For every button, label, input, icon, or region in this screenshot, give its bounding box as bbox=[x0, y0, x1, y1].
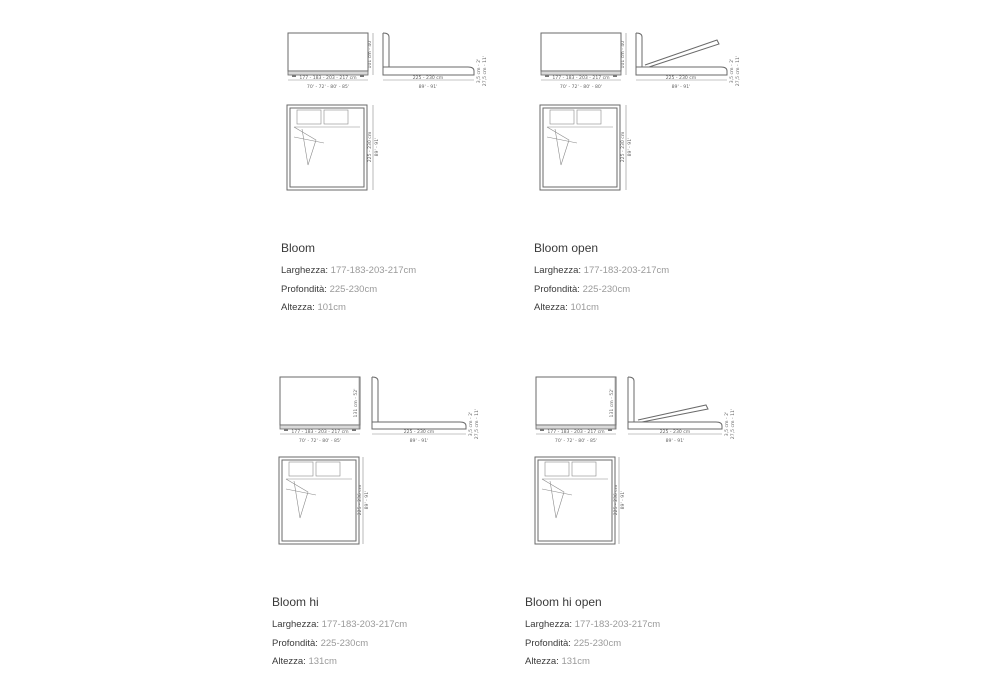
side-depth-cm: 225 - 230 cm bbox=[412, 76, 444, 81]
spec-value: 101cm bbox=[570, 302, 599, 313]
spec-depth bbox=[534, 281, 669, 300]
spec-height bbox=[281, 299, 416, 318]
spec-label: Larghezza: bbox=[272, 619, 320, 630]
frame-label: 27,5 cm - 11' bbox=[736, 55, 741, 87]
side-depth-in: 89' - 91' bbox=[671, 85, 691, 90]
product-name: Bloom open bbox=[534, 241, 599, 255]
frame-label: 27,5 cm - 11' bbox=[483, 55, 488, 87]
product-name: Bloom hi open bbox=[525, 595, 602, 609]
spec-label: Profondità: bbox=[272, 637, 318, 649]
front-view bbox=[280, 377, 360, 444]
spec-value: 177-183-203-217cm bbox=[574, 619, 661, 630]
bloom-hi-drawing bbox=[262, 372, 492, 550]
spec-value: 225-230cm bbox=[582, 283, 631, 295]
spec-height bbox=[525, 653, 660, 672]
spec-value: 177-183-203-217cm bbox=[330, 265, 417, 276]
front-width-in: 70' - 72' - 80' - 85' bbox=[298, 439, 342, 444]
front-view bbox=[288, 33, 373, 90]
front-width-cm: 177 - 183 - 203 - 217 cm bbox=[299, 76, 357, 81]
bloom-hi-open-drawing bbox=[518, 372, 748, 550]
spec-value: 225-230cm bbox=[329, 283, 378, 295]
product-name: Bloom bbox=[281, 241, 316, 255]
spec-label: Profondità: bbox=[281, 283, 327, 295]
spec-value: 131cm bbox=[561, 656, 590, 667]
leg-label: 3,5 cm - 2' bbox=[730, 58, 735, 84]
spec-width bbox=[272, 616, 407, 635]
side-depth-in: 89' - 91' bbox=[418, 85, 438, 90]
plan-depth-label: 225 - 236 cm bbox=[614, 484, 619, 516]
spec-value: 177-183-203-217cm bbox=[321, 619, 408, 630]
side-depth-in: 89' - 91' bbox=[665, 439, 685, 444]
spec-width bbox=[281, 262, 416, 281]
product-info-bloom-hi-open bbox=[525, 595, 660, 672]
side-view-open bbox=[636, 33, 741, 90]
plan-view bbox=[279, 457, 370, 544]
side-depth-cm: 225 - 230 cm bbox=[659, 430, 691, 435]
height-label: 131 cm - 52' bbox=[610, 388, 615, 418]
front-width-in: 70' - 72' - 80' - 85' bbox=[554, 439, 598, 444]
height-label: 101 cm - 40' bbox=[621, 39, 626, 69]
plan-depth-in: 89' - 91' bbox=[365, 490, 370, 510]
plan-depth-label: 225 - 230 cm bbox=[621, 131, 626, 163]
spec-value: 131cm bbox=[308, 656, 337, 667]
front-width-cm: 177 - 183 - 203 - 217 cm bbox=[552, 76, 610, 81]
side-view-open bbox=[628, 377, 736, 444]
product-info-bloom-open bbox=[534, 241, 669, 318]
bloom-open-drawing bbox=[523, 25, 753, 200]
side-view bbox=[372, 377, 480, 444]
spec-label: Altezza: bbox=[534, 302, 568, 313]
spec-width bbox=[525, 616, 660, 635]
frame-label: 27,5 cm - 11' bbox=[475, 408, 480, 440]
product-info-bloom bbox=[281, 241, 416, 318]
front-width-cm: 177 - 183 - 203 - 217 cm bbox=[547, 430, 605, 435]
leg-label: 3,5 cm - 2' bbox=[477, 58, 482, 84]
spec-depth bbox=[281, 281, 416, 300]
plan-view bbox=[535, 457, 626, 544]
frame-label: 27,5 cm - 11' bbox=[731, 408, 736, 440]
spec-label: Altezza: bbox=[272, 656, 306, 667]
plan-view bbox=[287, 105, 380, 190]
front-view bbox=[536, 377, 616, 444]
product-info-bloom-hi bbox=[272, 595, 407, 672]
spec-label: Altezza: bbox=[525, 656, 559, 667]
side-view bbox=[383, 33, 488, 90]
height-label: 131 cm - 52' bbox=[354, 388, 359, 418]
front-width-in: 70' - 72' - 80' - 80' bbox=[559, 85, 603, 90]
plan-view bbox=[540, 105, 633, 190]
plan-depth-in: 89' - 91' bbox=[628, 137, 633, 157]
spec-label: Larghezza: bbox=[525, 619, 573, 630]
front-width-cm: 177 - 183 - 203 - 217 cm bbox=[291, 430, 349, 435]
spec-width bbox=[534, 262, 669, 281]
spec-value: 177-183-203-217cm bbox=[583, 265, 670, 276]
front-view bbox=[541, 33, 626, 90]
spec-label: Larghezza: bbox=[281, 265, 329, 276]
plan-depth-label: 225 - 236 cm bbox=[358, 484, 363, 516]
spec-height bbox=[272, 653, 407, 672]
spec-value: 225-230cm bbox=[320, 637, 369, 649]
side-depth-in: 89' - 91' bbox=[409, 439, 429, 444]
height-label: 101 cm - 40' bbox=[368, 39, 373, 69]
spec-height bbox=[534, 299, 669, 318]
plan-depth-in: 89' - 91' bbox=[375, 137, 380, 157]
product-name: Bloom hi bbox=[272, 595, 319, 609]
leg-label: 3,5 cm - 2' bbox=[469, 411, 474, 437]
spec-depth bbox=[525, 635, 660, 654]
spec-label: Altezza: bbox=[281, 302, 315, 313]
spec-label: Profondità: bbox=[525, 637, 571, 649]
spec-depth bbox=[272, 635, 407, 654]
plan-depth-label: 225 - 230 cm bbox=[368, 131, 373, 163]
side-depth-cm: 225 - 230 cm bbox=[403, 430, 435, 435]
leg-label: 3,5 cm - 2' bbox=[725, 411, 730, 437]
spec-value: 101cm bbox=[317, 302, 346, 313]
front-width-in: 70' - 72' - 80' - 85' bbox=[306, 85, 350, 90]
bloom-drawing bbox=[270, 25, 500, 200]
spec-label: Profondità: bbox=[534, 283, 580, 295]
plan-depth-in: 89' - 91' bbox=[621, 490, 626, 510]
spec-value: 225-230cm bbox=[573, 637, 622, 649]
spec-label: Larghezza: bbox=[534, 265, 582, 276]
side-depth-cm: 225 - 230 cm bbox=[665, 76, 697, 81]
